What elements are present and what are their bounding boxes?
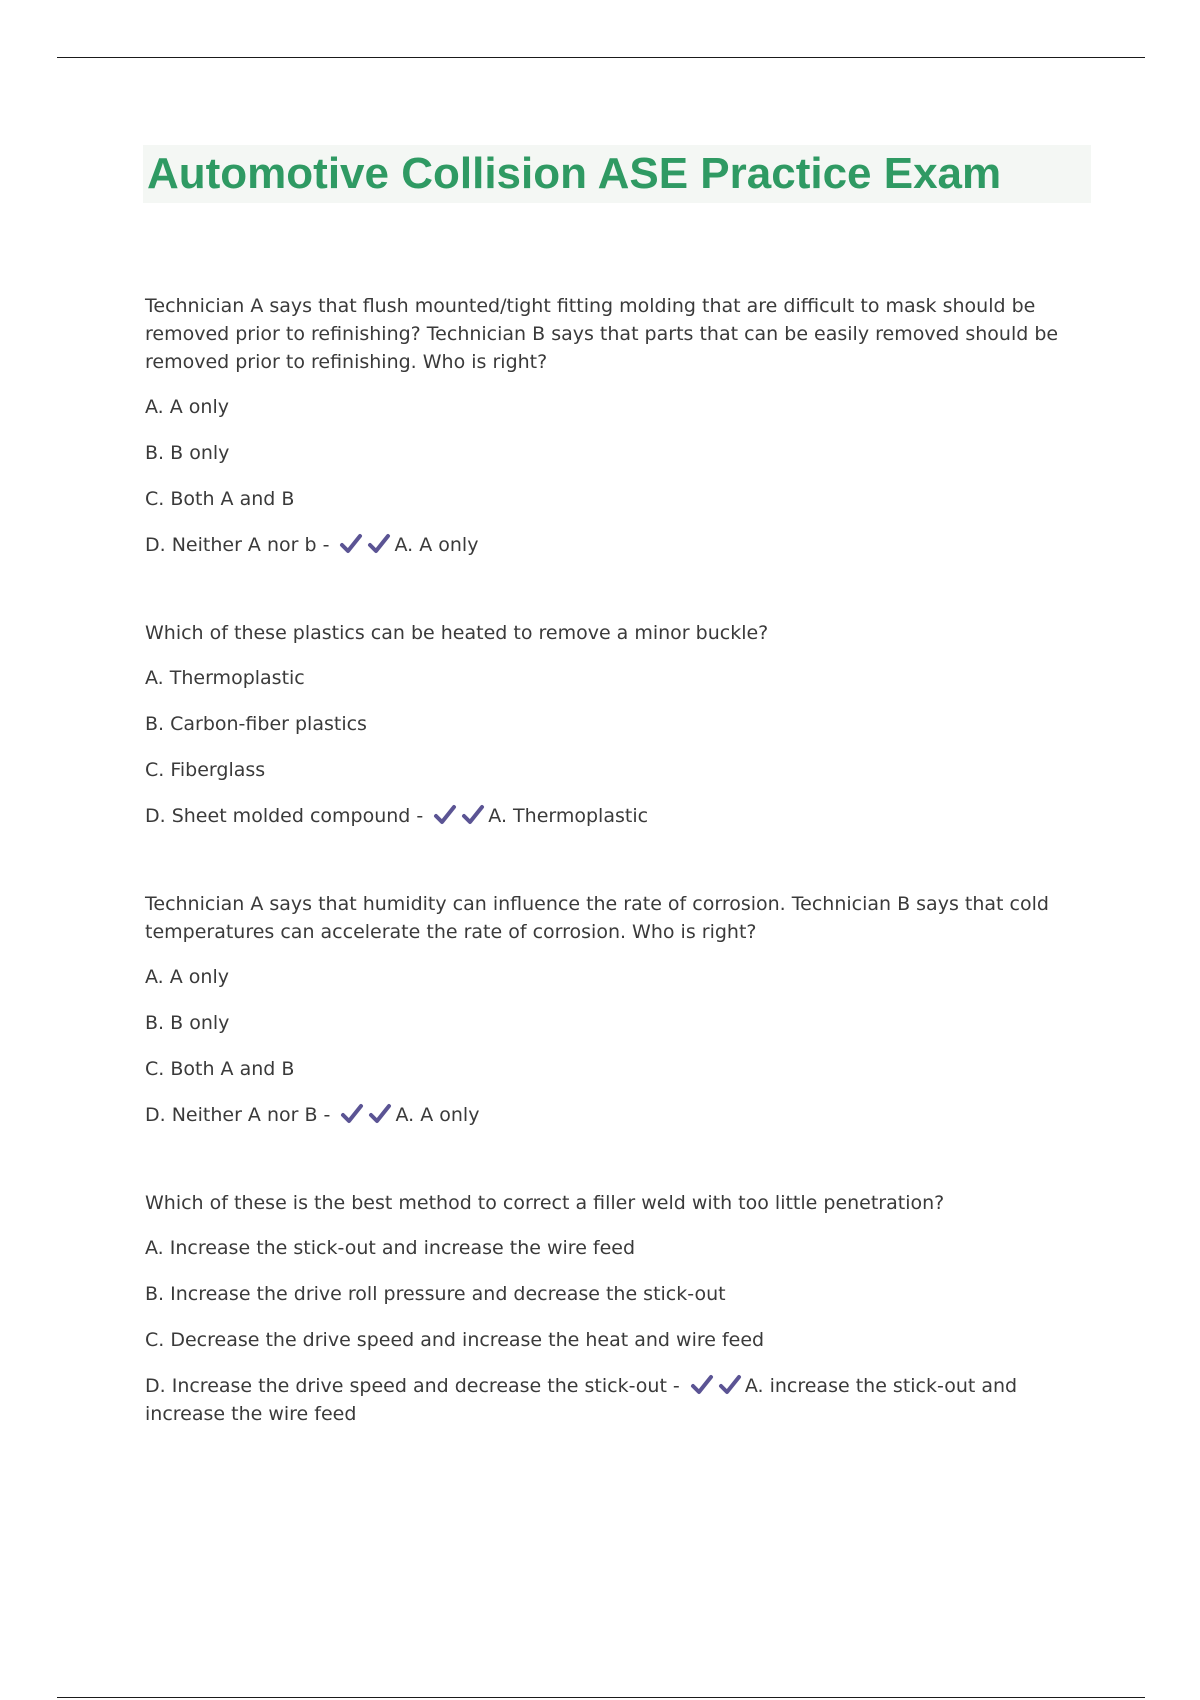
option-d-with-answer xyxy=(145,802,1090,830)
checkmark-icon xyxy=(461,804,485,826)
checkmark-icon xyxy=(368,1103,392,1125)
answer-text: A. A only xyxy=(394,534,479,556)
option-c: C. Decrease the drive speed and increase the heat and wire feed xyxy=(145,1329,765,1351)
option-a: A. Increase the stick-out and increase the wire feed xyxy=(145,1237,636,1259)
top-rule xyxy=(57,57,1145,58)
checkmark-icon xyxy=(718,1374,742,1396)
option-d: D. Sheet molded compound - xyxy=(145,805,424,827)
option-d: D. Neither A nor b - xyxy=(145,534,330,556)
option-c: C. Both A and B xyxy=(145,1058,295,1080)
answer-text: A. Thermoplastic xyxy=(488,805,649,827)
option-d-with-answer xyxy=(145,1372,1090,1428)
question-2 xyxy=(145,619,1090,830)
option-d-with-answer xyxy=(145,1101,1090,1129)
option-d: D. Neither A nor B - xyxy=(145,1104,331,1126)
answer-text: A. increase the stick-out and increase the wire feed xyxy=(145,1375,1018,1425)
question-3 xyxy=(145,890,1090,1129)
question-text: Which of these is the best method to correct a filler weld with too little penetration? xyxy=(145,1192,945,1214)
bottom-rule xyxy=(57,1697,1145,1698)
question-text: Technician A says that flush mounted/tight fitting molding that are difficult to mask should be removed prior to refinishing? Technician B says that parts that can be easily removed should be removed prior to refinishing. Who is right? xyxy=(145,295,1059,373)
question-list xyxy=(145,292,1090,1468)
option-a: A. A only xyxy=(145,966,229,988)
option-b: B. Carbon-fiber plastics xyxy=(145,713,367,735)
title-banner xyxy=(143,145,1091,203)
option-d-with-answer xyxy=(145,531,1090,559)
checkmark-icon xyxy=(690,1374,714,1396)
question-1 xyxy=(145,292,1090,559)
page-title: Automotive Collision ASE Practice Exam xyxy=(147,149,1002,198)
checkmark-icon xyxy=(367,533,391,555)
option-c: C. Fiberglass xyxy=(145,759,266,781)
question-4 xyxy=(145,1189,1090,1428)
option-d: D. Increase the drive speed and decrease the stick-out - xyxy=(145,1375,680,1397)
option-a: A. Thermoplastic xyxy=(145,667,305,689)
option-b: B. B only xyxy=(145,1012,230,1034)
answer-text: A. A only xyxy=(395,1104,480,1126)
option-c: C. Both A and B xyxy=(145,488,295,510)
checkmark-icon xyxy=(433,804,457,826)
option-b: B. Increase the drive roll pressure and decrease the stick-out xyxy=(145,1283,726,1305)
checkmark-icon xyxy=(340,1103,364,1125)
question-text: Which of these plastics can be heated to remove a minor buckle? xyxy=(145,622,769,644)
option-a: A. A only xyxy=(145,396,229,418)
checkmark-icon xyxy=(339,533,363,555)
question-text: Technician A says that humidity can influence the rate of corrosion. Technician B says that cold temperatures can accelerate the rate of corrosion. Who is right? xyxy=(145,893,1049,943)
option-b: B. B only xyxy=(145,442,230,464)
